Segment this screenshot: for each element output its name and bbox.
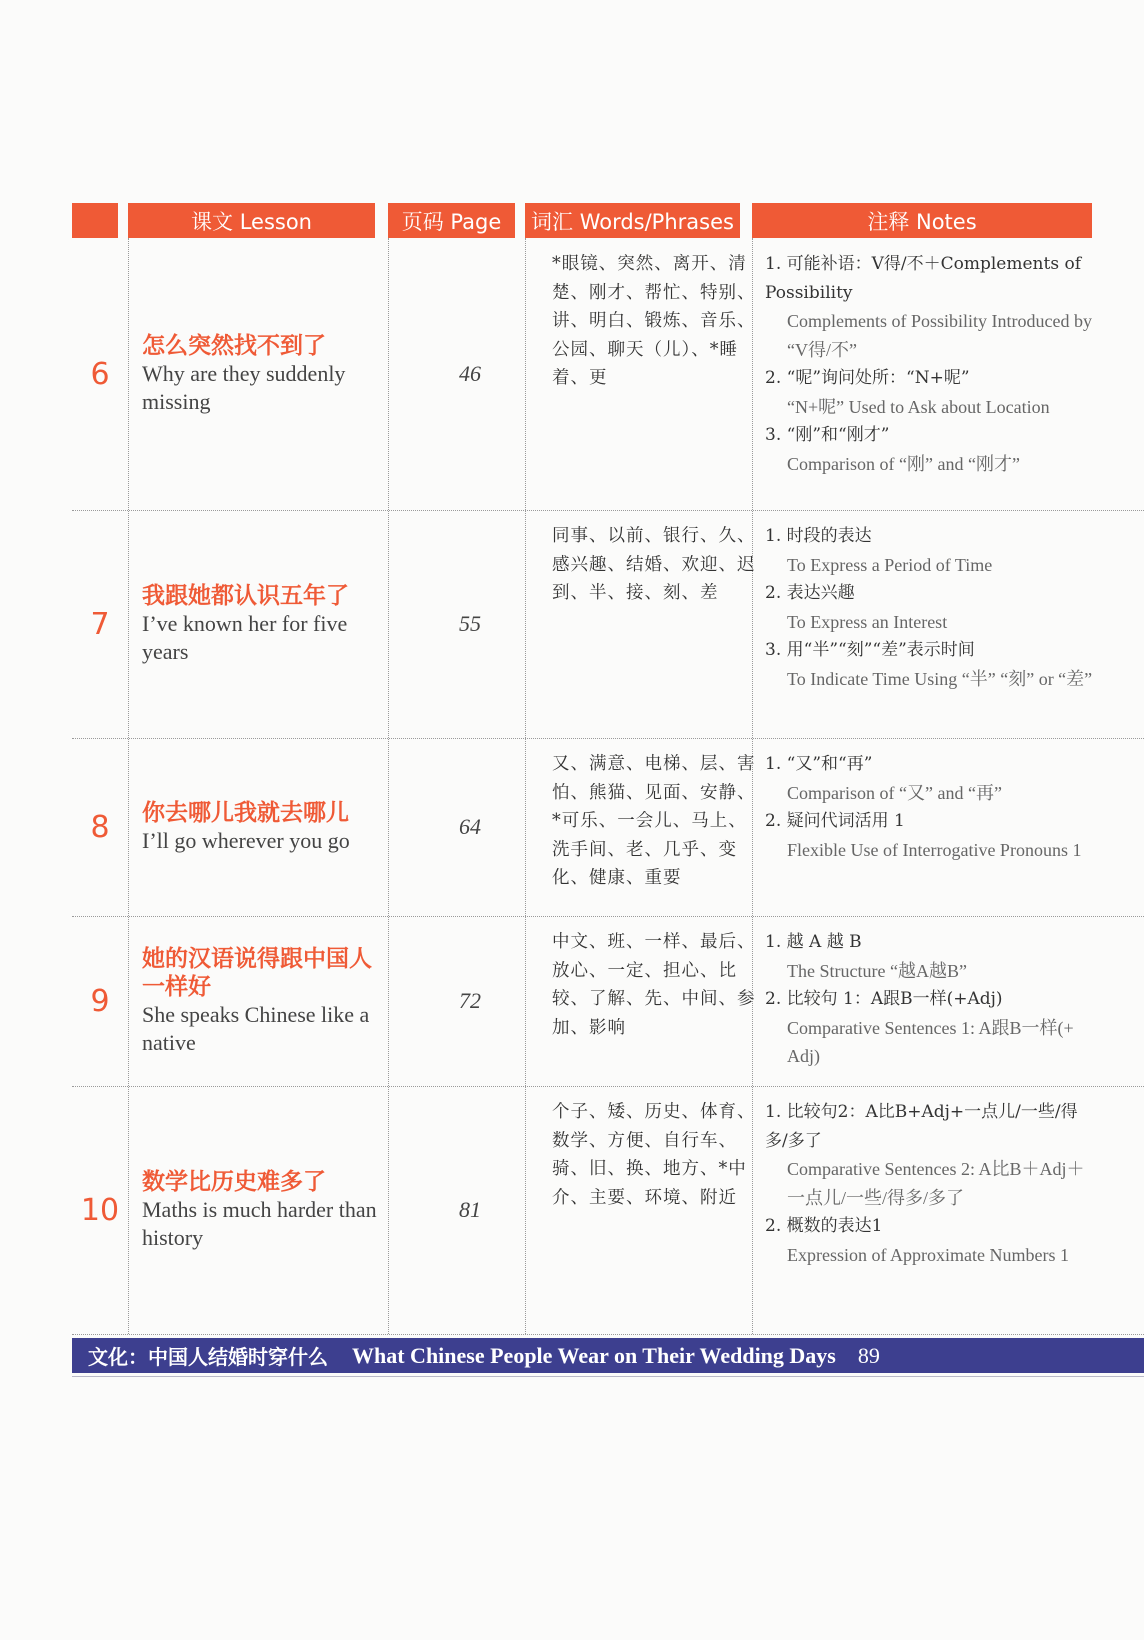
note-title: 1. 可能补语：V得/不＋Complements of Possibility (765, 254, 1081, 303)
notes-list (765, 738, 1095, 916)
vocabulary-list: 又、满意、电梯、层、害怕、熊猫、见面、安静、*可乐、一会儿、马上、洗手间、老、几乎、变化、健康、重要 (552, 754, 756, 888)
page-number: 72 (459, 988, 481, 1013)
column-divider (752, 238, 753, 1334)
notes-list (765, 1086, 1095, 1334)
note-explanation: The Structure “越A越B” (787, 960, 967, 981)
note-item (765, 250, 1095, 364)
lesson-title (142, 1086, 392, 1334)
lesson-title-en: She speaks Chinese like a native (142, 1002, 370, 1055)
footer-rule (72, 1376, 1144, 1377)
note-item (765, 364, 1095, 421)
lesson-title-zh: 怎么突然找不到了 (142, 333, 326, 359)
note-explanation: Comparative Sentences 1: A跟B一样(+ Adj) (787, 1017, 1074, 1066)
note-explanation: Flexible Use of Interrogative Pronouns 1 (787, 839, 1082, 860)
note-item (765, 1212, 1095, 1269)
page-number: 64 (459, 814, 481, 839)
note-title: 2. 比较句 1：A跟B一样(+Adj) (765, 989, 1003, 1009)
note-item (765, 928, 1095, 985)
culture-page-number: 89 (857, 1342, 880, 1368)
page-number: 46 (459, 361, 481, 386)
culture-title-en: What Chinese People Wear on Their Wedding Days (352, 1342, 836, 1368)
page-number: 81 (459, 1197, 481, 1222)
lesson-title-en: I’ll go wherever you go (142, 828, 350, 853)
lesson-title-zh: 她的汉语说得跟中国人一样好 (142, 946, 372, 1000)
lesson-title-zh: 我跟她都认识五年了 (142, 583, 349, 609)
lesson-number: 9 (90, 983, 110, 1019)
table-row (72, 916, 1144, 1087)
note-title: 1. “又”和“再” (765, 754, 873, 774)
lesson-title (142, 238, 392, 510)
header-notes: 注释 Notes (752, 203, 1092, 238)
note-explanation: Comparison of “又” and “再” (787, 782, 1002, 803)
vocabulary-list: 中文、班、一样、最后、放心、一定、担心、比较、了解、先、中间、参加、影响 (552, 932, 756, 1038)
page-number: 55 (459, 611, 481, 636)
lesson-number: 8 (90, 809, 110, 845)
note-explanation: Complements of Possibility Introduced by “V得/不” (787, 311, 1092, 360)
note-item (765, 750, 1095, 807)
lesson-title-en: Maths is much harder than history (142, 1197, 377, 1250)
lesson-title-zh: 数学比历史难多了 (142, 1169, 326, 1195)
culture-footer-bar (72, 1338, 1144, 1373)
lesson-number: 6 (90, 356, 110, 392)
note-explanation: “N+呢” Used to Ask about Location (787, 396, 1050, 417)
table-row (72, 738, 1144, 917)
note-item (765, 522, 1095, 579)
note-title: 2. 表达兴趣 (765, 583, 855, 603)
note-item (765, 421, 1095, 478)
column-divider (525, 238, 526, 1334)
vocabulary-list: 同事、以前、银行、久、感兴趣、结婚、欢迎、迟到、半、接、刻、差 (552, 526, 756, 603)
note-item (765, 636, 1095, 693)
note-explanation: To Express an Interest (787, 611, 948, 632)
notes-list (765, 510, 1095, 738)
note-explanation: Comparative Sentences 2: A比B＋Adj＋一点儿/一些/得多/多了 (787, 1159, 1085, 1208)
header-page: 页码 Page (388, 203, 515, 238)
note-title: 1. 时段的表达 (765, 526, 872, 546)
notes-list (765, 238, 1095, 510)
note-title: 1. 比较句2：A比B+Adj+一点儿/一些/得多/多了 (765, 1102, 1078, 1151)
lesson-title (142, 916, 392, 1086)
lesson-title-zh: 你去哪儿我就去哪儿 (142, 800, 349, 826)
note-title: 2. 概数的表达1 (765, 1216, 883, 1236)
column-divider (388, 238, 389, 1334)
header-lesson: 课文 Lesson (128, 203, 375, 238)
table-row (72, 1086, 1144, 1335)
note-title: 3. 用“半”“刻”“差”表示时间 (765, 640, 975, 660)
note-explanation: To Indicate Time Using “半” “刻” or “差” (787, 668, 1093, 689)
lesson-number: 10 (80, 1192, 120, 1228)
vocabulary-list: *眼镜、突然、离开、清楚、刚才、帮忙、特别、讲、明白、锻炼、音乐、公园、聊天（儿）、*睡着、更 (552, 254, 756, 388)
table-row (72, 510, 1144, 739)
lesson-title-en: Why are they suddenly missing (142, 361, 346, 414)
notes-list (765, 916, 1095, 1086)
note-title: 1. 越 A 越 B (765, 932, 862, 952)
note-title: 3. “刚”和“刚才” (765, 425, 890, 445)
note-item (765, 985, 1095, 1071)
column-divider (128, 238, 129, 1334)
note-explanation: Comparison of “刚” and “刚才” (787, 453, 1020, 474)
note-title: 2. “呢”询问处所：“N+呢” (765, 368, 970, 388)
note-explanation: To Express a Period of Time (787, 554, 993, 575)
note-title: 2. 疑问代词活用 1 (765, 811, 905, 831)
header-number-blank (72, 203, 118, 238)
lesson-number: 7 (90, 606, 110, 642)
lesson-title-en: I’ve known her for five years (142, 611, 348, 664)
table-row (72, 238, 1144, 511)
header-words: 词汇 Words/Phrases (525, 203, 740, 238)
lesson-title (142, 510, 392, 738)
note-item (765, 579, 1095, 636)
note-explanation: Expression of Approximate Numbers 1 (787, 1244, 1069, 1265)
note-item (765, 807, 1095, 864)
note-item (765, 1098, 1095, 1212)
lesson-title (142, 738, 392, 916)
vocabulary-list: 个子、矮、历史、体育、数学、方便、自行车、骑、旧、换、地方、*中介、主要、环境、附近 (552, 1102, 756, 1208)
culture-title-zh: 文化：中国人结婚时穿什么 (88, 1345, 328, 1369)
